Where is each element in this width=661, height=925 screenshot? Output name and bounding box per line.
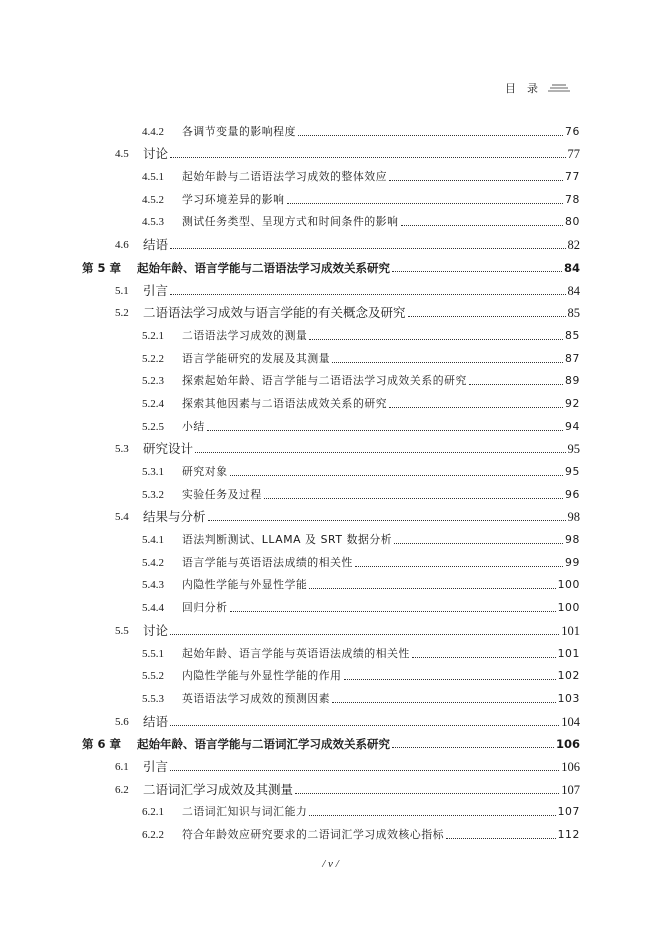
dot-leader <box>332 702 555 703</box>
toc-entry-title: 研究对象 <box>182 465 228 478</box>
dot-leader <box>389 407 563 408</box>
toc-entry-page: 103 <box>557 691 580 705</box>
toc-entry-title: 结语 <box>143 238 169 253</box>
toc-entry-page: 101 <box>561 623 580 638</box>
toc-subsection-entry[interactable] <box>82 683 580 706</box>
toc-subsection-entry[interactable] <box>82 524 580 547</box>
toc-entry-title: 内隐性学能与外显性学能 <box>182 578 308 592</box>
toc-entry-title: 各调节变量的影响程度 <box>182 124 296 138</box>
toc-entry-title: 引言 <box>143 283 169 298</box>
toc-entry-title: 语言学能与英语语法成绩的相关性 <box>182 555 353 569</box>
toc-entry-number: 6.2.1 <box>142 806 164 819</box>
toc-entry-number: 5.3.2 <box>142 488 164 501</box>
toc-subsection-entry[interactable] <box>82 207 580 230</box>
toc-entry-number: 5.4.2 <box>142 556 164 569</box>
toc-subsection-entry[interactable] <box>82 366 580 389</box>
toc-entry-title: 符合年龄效应研究要求的二语词汇学习成效核心指标 <box>182 828 445 841</box>
dot-leader <box>170 634 559 635</box>
toc-subsection-entry[interactable] <box>82 797 580 820</box>
toc-entry-number: 4.5 <box>115 148 129 161</box>
toc-entry-page: 78 <box>565 192 580 206</box>
dot-leader <box>394 543 563 544</box>
toc-entry-title: 内隐性学能与外显性学能的作用 <box>182 669 342 683</box>
dot-leader <box>309 339 563 340</box>
dot-leader <box>207 430 563 431</box>
toc-entry-number: 6.2 <box>115 783 129 796</box>
toc-entry-title: 英语语法学习成效的预测因素 <box>182 691 331 705</box>
toc-entry-number: 第 6 章 <box>82 737 122 752</box>
toc-entry-page: 85 <box>565 328 580 342</box>
toc-entry-page: 100 <box>557 601 580 615</box>
toc-entry-number: 5.5.3 <box>142 692 164 705</box>
dot-leader <box>389 180 563 181</box>
toc-entry-number: 4.5.3 <box>142 216 164 229</box>
toc-entry-title: 学习环境差异的影响 <box>182 192 285 206</box>
dot-leader <box>170 248 565 249</box>
toc-entry-page: 106 <box>555 737 580 752</box>
toc-section-entry[interactable] <box>82 615 580 638</box>
toc-entry-page: 89 <box>565 374 580 388</box>
toc-entry-number: 4.6 <box>115 239 129 252</box>
dot-leader <box>469 384 563 385</box>
toc-entry-title: 探索其他因素与二语语法成效关系的研究 <box>182 396 388 410</box>
toc-entry-title: 二语语法学习成效与语言学能的有关概念及研究 <box>143 306 406 321</box>
toc-section-entry[interactable] <box>82 139 580 162</box>
dot-leader <box>170 770 559 771</box>
dot-leader <box>408 316 566 317</box>
dot-leader <box>230 611 556 612</box>
running-header-label: 目 录 <box>505 82 538 95</box>
toc-entry-page: 96 <box>565 487 580 501</box>
toc-entry-title: 探索起始年龄、语言学能与二语语法学习成效关系的研究 <box>182 374 467 388</box>
dot-leader <box>170 294 565 295</box>
dot-leader <box>195 452 565 453</box>
dot-leader <box>170 157 565 158</box>
dot-leader <box>309 588 555 589</box>
toc-subsection-entry[interactable] <box>82 320 580 343</box>
dot-leader <box>287 203 563 204</box>
toc-entry-page: 95 <box>565 465 580 478</box>
toc-entry-page: 104 <box>561 714 580 729</box>
toc-section-entry[interactable] <box>82 502 580 525</box>
toc-entry-number: 5.4.4 <box>142 602 164 615</box>
dot-leader <box>208 520 566 521</box>
toc-entry-number: 5.2.3 <box>142 375 164 388</box>
toc-entry-page: 102 <box>557 669 580 683</box>
table-of-contents <box>82 116 580 842</box>
toc-subsection-entry[interactable] <box>82 456 580 479</box>
toc-subsection-entry[interactable] <box>82 547 580 570</box>
toc-subsection-entry[interactable] <box>82 343 580 366</box>
toc-entry-title: 语法判断测试、LLAMA 及 SRT 数据分析 <box>182 533 393 547</box>
toc-entry-title: 结语 <box>143 714 169 729</box>
toc-entry-number: 5.5 <box>115 624 129 637</box>
dot-leader <box>309 815 555 816</box>
page-number-footer: / v / <box>322 858 339 870</box>
toc-entry-page: 76 <box>565 124 580 138</box>
toc-entry-page: 106 <box>561 759 580 774</box>
toc-entry-number: 4.5.1 <box>142 171 164 184</box>
dot-leader <box>355 566 563 567</box>
toc-section-entry[interactable] <box>82 751 580 774</box>
toc-entry-page: 95 <box>567 442 580 457</box>
toc-section-entry[interactable] <box>82 275 580 298</box>
toc-entry-page: 82 <box>567 238 580 253</box>
toc-entry-title: 讨论 <box>143 147 169 162</box>
toc-section-entry[interactable] <box>82 229 580 252</box>
dot-leader <box>344 679 556 680</box>
dot-leader <box>392 747 554 748</box>
toc-entry-number: 5.4 <box>115 511 129 524</box>
toc-entry-title: 起始年龄、语言学能与二语词汇学习成效关系研究 <box>137 737 390 752</box>
toc-subsection-entry[interactable] <box>82 592 580 615</box>
toc-entry-page: 77 <box>565 170 580 184</box>
toc-subsection-entry[interactable] <box>82 661 580 684</box>
toc-entry-page: 99 <box>565 555 580 569</box>
toc-entry-page: 101 <box>557 646 580 660</box>
toc-entry-number: 5.2.4 <box>142 397 164 410</box>
toc-entry-number: 第 5 章 <box>82 260 122 275</box>
toc-entry-page: 85 <box>567 306 580 321</box>
toc-entry-title: 测试任务类型、呈现方式和时间条件的影响 <box>182 215 399 229</box>
toc-section-entry[interactable] <box>82 774 580 797</box>
toc-subsection-entry[interactable] <box>82 819 580 842</box>
toc-entry-title: 实验任务及过程 <box>182 487 262 501</box>
toc-subsection-entry[interactable] <box>82 161 580 184</box>
toc-entry-page: 80 <box>565 215 580 229</box>
dot-leader <box>298 135 563 136</box>
toc-entry-page: 84 <box>567 283 580 298</box>
toc-section-entry[interactable] <box>82 706 580 729</box>
toc-entry-title: 二语语法学习成效的测量 <box>182 328 308 342</box>
toc-entry-title: 回归分析 <box>182 601 228 615</box>
toc-entry-title: 起始年龄、语言学能与二语语法学习成效关系研究 <box>137 260 390 275</box>
toc-subsection-entry[interactable] <box>82 570 580 593</box>
toc-entry-page: 112 <box>557 828 580 841</box>
toc-entry-number: 5.5.1 <box>142 647 164 660</box>
dot-leader <box>332 362 563 363</box>
dot-leader <box>170 725 559 726</box>
toc-entry-number: 5.3 <box>115 443 129 456</box>
toc-entry-page: 94 <box>565 419 580 433</box>
toc-entry-page: 98 <box>567 510 580 525</box>
toc-entry-number: 5.3.1 <box>142 466 164 478</box>
toc-entry-number: 4.5.2 <box>142 193 164 206</box>
toc-entry-page: 87 <box>565 351 580 365</box>
toc-entry-number: 5.1 <box>115 284 129 297</box>
toc-entry-number: 5.2.5 <box>142 420 164 433</box>
toc-section-entry[interactable] <box>82 434 580 457</box>
toc-entry-number: 6.1 <box>115 760 129 773</box>
dot-leader <box>230 475 563 476</box>
toc-entry-title: 二语词汇学习成效及其测量 <box>143 782 294 797</box>
header-ornament-icon <box>548 83 570 93</box>
toc-entry-number: 5.2 <box>115 307 129 320</box>
toc-entry-title: 小结 <box>182 419 205 433</box>
toc-subsection-entry[interactable] <box>82 638 580 661</box>
toc-entry-page: 98 <box>565 533 580 547</box>
toc-entry-title: 二语词汇知识与词汇能力 <box>182 805 308 819</box>
toc-entry-page: 92 <box>565 396 580 410</box>
dot-leader <box>295 793 559 794</box>
toc-entry-title: 引言 <box>143 759 169 774</box>
toc-entry-page: 77 <box>567 147 580 162</box>
toc-subsection-entry[interactable] <box>82 479 580 502</box>
running-header <box>505 80 570 96</box>
toc-entry-title: 结果与分析 <box>143 510 206 525</box>
toc-subsection-entry[interactable] <box>82 411 580 434</box>
toc-entry-title: 起始年龄、语言学能与英语语法成绩的相关性 <box>182 646 410 660</box>
dot-leader <box>446 838 555 839</box>
toc-entry-number: 5.6 <box>115 715 129 728</box>
toc-entry-page: 107 <box>561 782 580 797</box>
toc-entry-title: 起始年龄与二语语法学习成效的整体效应 <box>182 170 388 184</box>
dot-leader <box>392 271 562 272</box>
toc-entry-page: 84 <box>563 260 580 275</box>
dot-leader <box>264 498 563 499</box>
toc-entry-title: 语言学能研究的发展及其测量 <box>182 351 331 365</box>
toc-entry-number: 5.4.3 <box>142 579 164 592</box>
toc-entry-number: 5.2.1 <box>142 329 164 342</box>
toc-subsection-entry[interactable] <box>82 388 580 411</box>
dot-leader <box>401 225 564 226</box>
toc-chapter-entry[interactable] <box>82 252 580 275</box>
toc-subsection-entry[interactable] <box>82 116 580 139</box>
toc-entry-title: 研究设计 <box>143 442 194 457</box>
toc-entry-number: 6.2.2 <box>142 829 164 841</box>
toc-entry-title: 讨论 <box>143 623 169 638</box>
toc-entry-page: 107 <box>557 805 580 819</box>
toc-subsection-entry[interactable] <box>82 184 580 207</box>
toc-chapter-entry[interactable] <box>82 729 580 752</box>
toc-section-entry[interactable] <box>82 298 580 321</box>
dot-leader <box>412 657 556 658</box>
toc-entry-number: 5.4.1 <box>142 534 164 547</box>
toc-entry-number: 4.4.2 <box>142 125 164 138</box>
toc-entry-page: 100 <box>557 578 580 592</box>
toc-entry-number: 5.5.2 <box>142 670 164 683</box>
toc-entry-number: 5.2.2 <box>142 352 164 365</box>
